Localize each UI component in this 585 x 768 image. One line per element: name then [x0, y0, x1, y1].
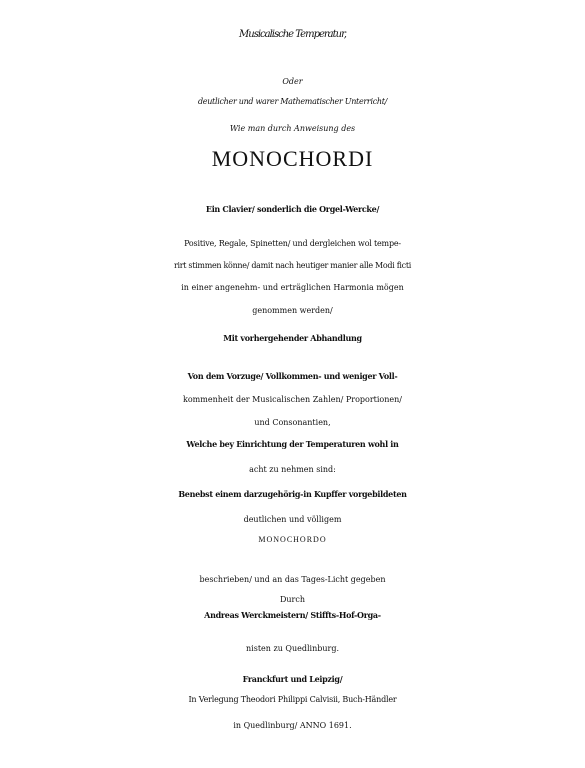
oder-line: Oder — [282, 77, 303, 86]
title: Musicalische Temperatur, — [239, 29, 346, 40]
place-line: Franckfurt und Leipzig/ — [242, 674, 343, 684]
welche-line-1: Welche bey Einrichtung der Temperaturen wohl in — [186, 439, 399, 449]
clavier-line: Ein Clavier/ sonderlich die Orgel-Wercke/ — [205, 204, 380, 214]
vorzuge-line-3: und Consonantien, — [254, 418, 331, 427]
benebst-line-2: deutlichen und völligem — [243, 515, 342, 524]
vorzuge-line-1: Von dem Vorzuge/ Vollkommen- und weniger Voll- — [187, 371, 398, 381]
monochordo-heading: MONOCHORDO — [258, 535, 327, 544]
body-line-2: rirt stimmen könne/ damit nach heutiger manier alle Modi ficti — [173, 261, 412, 270]
body-line-3: in einer angenehm- und erträglichen Harmonia mögen — [181, 283, 404, 292]
subtitle-line-2: Wie man durch Anweisung des — [229, 124, 356, 133]
body-line-1: Positive, Regale, Spinetten/ und dergleichen wol tempe- — [184, 239, 401, 248]
author-line-1: Andreas Werckmeistern/ Stiffts-Hof-Orga- — [204, 610, 381, 620]
author-line-2: nisten zu Quedlinburg. — [246, 644, 339, 653]
body-line-4: genommen werden/ — [252, 306, 333, 315]
durch-line: Durch — [279, 595, 306, 604]
benebst-line-1: Benebst einem darzugehörig-in Kupffer vorgebildeten — [178, 489, 407, 499]
publisher-line-1: In Verlegung Theodori Philippi Calvisii, Buch-Händler — [188, 695, 397, 704]
beschrieben-line: beschrieben/ und an das Tages-Licht gegeben — [199, 575, 386, 584]
abhandlung-line: Mit vorhergehender Abhandlung — [223, 333, 362, 343]
publisher-line-2: in Quedlinburg/ ANNO 1691. — [233, 721, 352, 730]
monochordi-heading: MONOCHORDI — [211, 146, 374, 171]
subtitle-line-1: deutlicher und warer Mathematischer Unterricht/ — [197, 97, 388, 106]
vorzuge-line-2: kommenheit der Musicalischen Zahlen/ Proportionen/ — [183, 395, 402, 404]
welche-line-2: acht zu nehmen sind: — [249, 465, 336, 474]
